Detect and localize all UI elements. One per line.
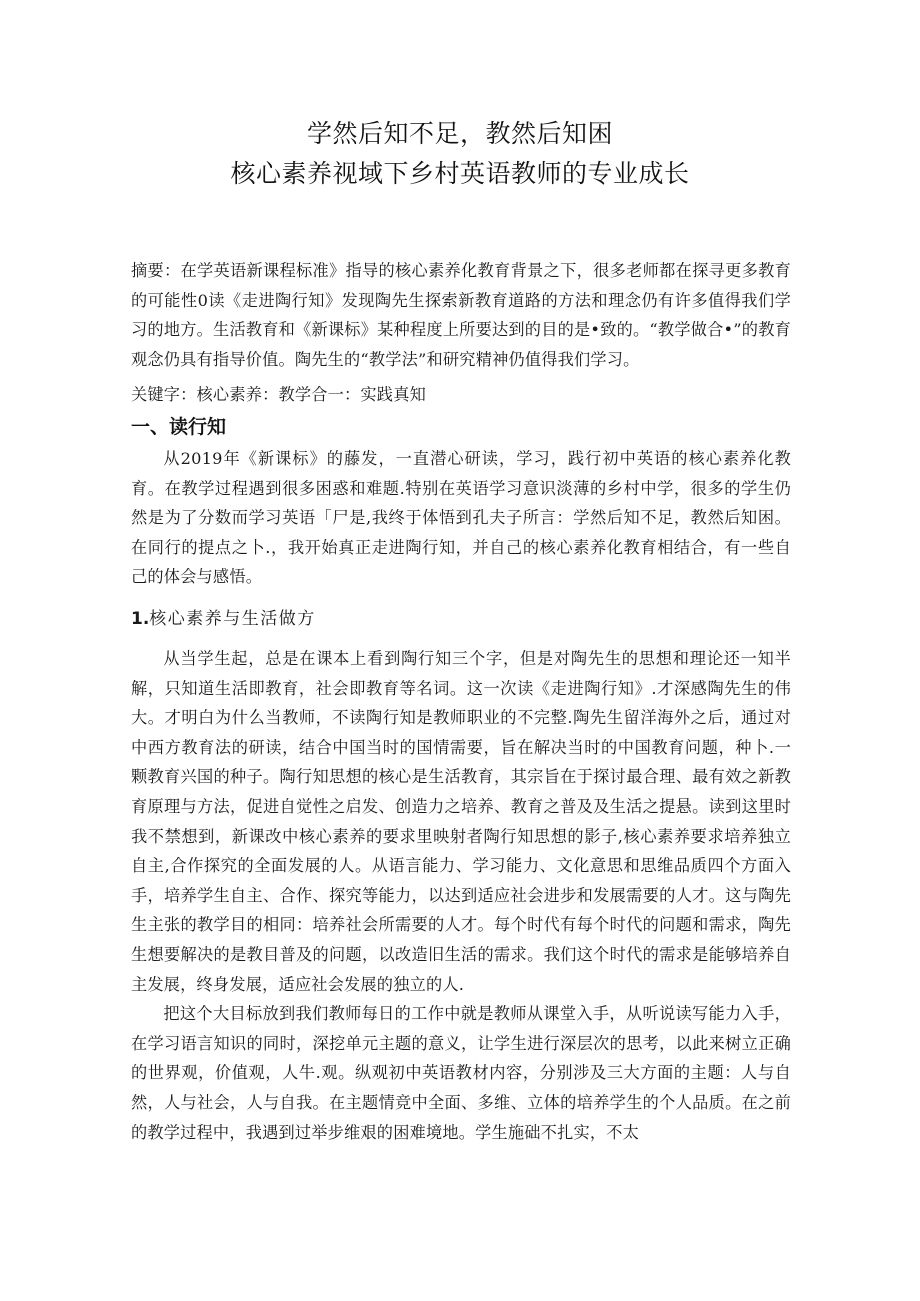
title-line-1: 学然后知不足，教然后知困 [306, 119, 613, 148]
subsection-1-paragraph-2: 把这个大目标放到我们教师每日的工作中就是教师从课堂入手，从听说读写能力入手，在学习语言知识的同时，深挖单元主题的意义，让学生进行深层次的思考，以此来树立正确的世界观，价值观，人牛.观。纵观初中英语教材内容，分别涉及三大方面的主题：人与自然，人与社会，人与自我。在主题情竞中全面、多维、立体的培养学生的个人品质。在之前的教学过程中，我遇到过举步维艰的困难境地。学生施础不扎实，不太 [131, 1004, 791, 1142]
subsection-number: 1. [131, 609, 150, 629]
subsection-heading-1 [131, 604, 316, 629]
section-heading-1: 一、读行知 [131, 416, 227, 438]
subsection-title: 核心素养与生活做方 [149, 609, 316, 629]
abstract [131, 256, 791, 374]
subsection-1-body [131, 644, 791, 1147]
section-1-paragraph: 从2019年《新课标》的藤发，一直潜心研读，学习，践行初中英语的核心素养化教育。在教学过程遇到很多困惑和难题.特别在英语学习意识淡薄的乡村中学，很多的学生仍然是为了分数而学习英语「尸是,我终于体悟到孔夫子所言：学然后知不足，教然后知困。在同行的提点之卜.，我开始真正走进陶行知，并自己的核心素养化教育相结合，有一些自己的体会与感悟。 [131, 449, 791, 587]
subsection-1-paragraph-1: 从当学生起，总是在课本上看到陶行知三个字，但是对陶先生的思想和理论还一知半解，只知道生活即教育，社会即教育等名词。这一次读《走进陶行知》.才深感陶先生的伟大。才明白为什么当教师，不读陶行知是教师职业的不完整.陶先生留洋海外之后，通过对中西方教育法的研读，结合中国当时的国情需要，旨在解决当时的中国教育问题，种卜.一颗教育兴国的种子。陶行知思想的核心是生活教育，其宗旨在于探讨最合理、最有效之新教育原理与方法，促进自觉性之启发、创造力之培养、教育之普及及生活之提悬。读到这里时我不禁想到，新课改中核心素养的要求里映射者陶行知思想的影子,核心素养要求培养独立自主,合作探究的全面发展的人。从语言能力、学习能力、文化意思和思维品质四个方面入手，培养学生自主、合作、探究等能力，以达到适应社会进步和发展需要的人才。这与陶先生主张的教学目的相同：培养社会所需要的人才。每个时代有每个时代的问题和需求，陶先生想要解决的是教目普及的问题，以改造旧生活的需求。我们这个时代的需求是能够培养自主发展，终身发展，适应社会发展的独立的人. [131, 649, 791, 994]
keywords [131, 380, 791, 410]
abstract-text: 摘要：在学英语新课程标准》指导的核心素养化教育背景之下，很多老师都在探寻更多教育的可能性0读《走进陶行知》发现陶先生探索新教育道路的方法和理念仍有许多值得我们学习的地方。生活教育和《新课标》某种程度上所要达到的目的是•致的。“教学做合•”的教育观念仍具有指导价值。陶先生的“教学法”和研究精神仍值得我们学习。 [131, 261, 791, 369]
keywords-text: 关键字：核心素养：教学合一：实践真知 [131, 385, 426, 404]
title-line-2: 核心素养视域下乡村英语教师的专业成长 [230, 159, 690, 188]
section-1-body [131, 444, 791, 592]
